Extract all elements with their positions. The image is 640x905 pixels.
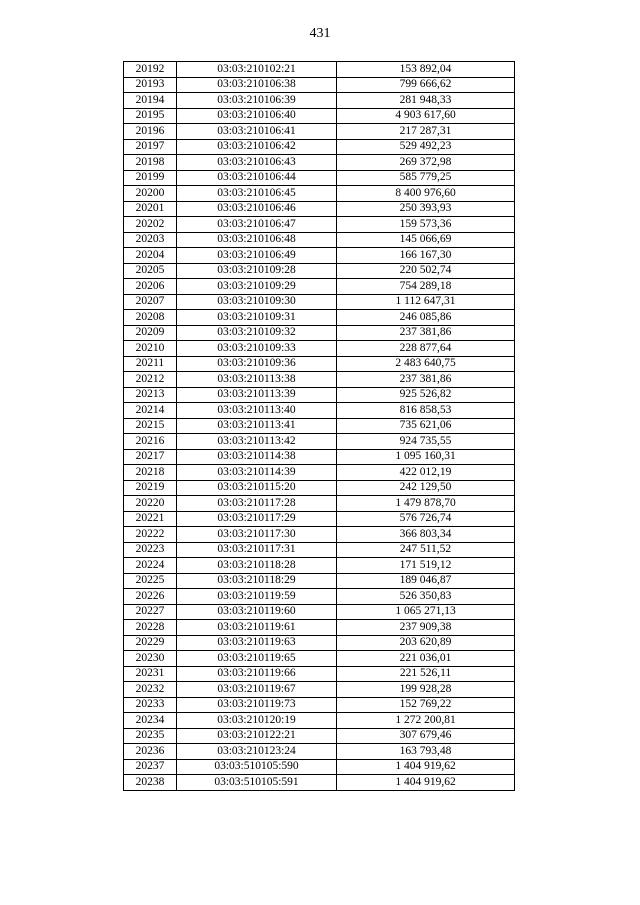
cadastral-number-cell: 03:03:210119:61: [177, 620, 337, 636]
cadastral-number-cell: 03:03:210120:19: [177, 713, 337, 729]
value-cell: 754 289,18: [337, 279, 515, 295]
cadastral-number-cell: 03:03:210102:21: [177, 62, 337, 78]
cadastral-number-cell: 03:03:210119:63: [177, 635, 337, 651]
table-row: [124, 279, 515, 295]
row-number-cell: 20233: [124, 697, 177, 713]
table-row: [124, 542, 515, 558]
value-cell: 159 573,36: [337, 217, 515, 233]
row-number-cell: 20211: [124, 356, 177, 372]
cadastral-number-cell: 03:03:210109:30: [177, 294, 337, 310]
cadastral-number-cell: 03:03:210114:38: [177, 449, 337, 465]
row-number-cell: 20196: [124, 124, 177, 140]
table-row: [124, 759, 515, 775]
cadastral-number-cell: 03:03:210109:32: [177, 325, 337, 341]
cadastral-number-cell: 03:03:210117:28: [177, 496, 337, 512]
row-number-cell: 20222: [124, 527, 177, 543]
cadastral-number-cell: 03:03:210106:48: [177, 232, 337, 248]
cadastral-number-cell: 03:03:210106:43: [177, 155, 337, 171]
table-row: [124, 682, 515, 698]
cadastral-number-cell: 03:03:210118:28: [177, 558, 337, 574]
value-cell: 152 769,22: [337, 697, 515, 713]
value-cell: 221 526,11: [337, 666, 515, 682]
value-cell: 585 779,25: [337, 170, 515, 186]
cadastral-number-cell: 03:03:210113:42: [177, 434, 337, 450]
cadastral-number-cell: 03:03:210106:39: [177, 93, 337, 109]
table-row: [124, 496, 515, 512]
table-row: [124, 341, 515, 357]
row-number-cell: 20224: [124, 558, 177, 574]
table-row: [124, 310, 515, 326]
table-row: [124, 356, 515, 372]
table-row: [124, 325, 515, 341]
value-cell: 1 065 271,13: [337, 604, 515, 620]
table-row: [124, 155, 515, 171]
row-number-cell: 20215: [124, 418, 177, 434]
value-cell: 163 793,48: [337, 744, 515, 760]
cadastral-number-cell: 03:03:210113:38: [177, 372, 337, 388]
value-cell: 422 012,19: [337, 465, 515, 481]
table-row: [124, 651, 515, 667]
row-number-cell: 20200: [124, 186, 177, 202]
row-number-cell: 20230: [124, 651, 177, 667]
cadastral-number-cell: 03:03:210106:38: [177, 77, 337, 93]
table-row: [124, 465, 515, 481]
value-cell: 307 679,46: [337, 728, 515, 744]
row-number-cell: 20237: [124, 759, 177, 775]
row-number-cell: 20213: [124, 387, 177, 403]
value-cell: 221 036,01: [337, 651, 515, 667]
value-cell: 145 066,69: [337, 232, 515, 248]
value-cell: 153 892,04: [337, 62, 515, 78]
value-cell: 237 909,38: [337, 620, 515, 636]
row-number-cell: 20234: [124, 713, 177, 729]
value-cell: 799 666,62: [337, 77, 515, 93]
value-cell: 220 502,74: [337, 263, 515, 279]
row-number-cell: 20212: [124, 372, 177, 388]
table-row: [124, 527, 515, 543]
table-row: [124, 372, 515, 388]
row-number-cell: 20209: [124, 325, 177, 341]
table-row: [124, 77, 515, 93]
cadastral-number-cell: 03:03:210115:20: [177, 480, 337, 496]
row-number-cell: 20217: [124, 449, 177, 465]
table-row: [124, 170, 515, 186]
cadastral-number-cell: 03:03:210119:73: [177, 697, 337, 713]
row-number-cell: 20220: [124, 496, 177, 512]
value-cell: 1 095 160,31: [337, 449, 515, 465]
row-number-cell: 20227: [124, 604, 177, 620]
table-row: [124, 589, 515, 605]
row-number-cell: 20202: [124, 217, 177, 233]
cadastral-number-cell: 03:03:210109:36: [177, 356, 337, 372]
value-cell: 526 350,83: [337, 589, 515, 605]
row-number-cell: 20216: [124, 434, 177, 450]
value-cell: 166 167,30: [337, 248, 515, 264]
cadastral-number-cell: 03:03:210109:31: [177, 310, 337, 326]
cadastral-number-cell: 03:03:510105:590: [177, 759, 337, 775]
value-cell: 203 620,89: [337, 635, 515, 651]
value-cell: 925 526,82: [337, 387, 515, 403]
cadastral-number-cell: 03:03:210106:45: [177, 186, 337, 202]
table-row: [124, 620, 515, 636]
cadastral-number-cell: 03:03:210106:46: [177, 201, 337, 217]
cadastral-number-cell: 03:03:210119:67: [177, 682, 337, 698]
page-number: 431: [309, 26, 331, 41]
value-cell: 8 400 976,60: [337, 186, 515, 202]
value-cell: 189 046,87: [337, 573, 515, 589]
row-number-cell: 20219: [124, 480, 177, 496]
row-number-cell: 20195: [124, 108, 177, 124]
row-number-cell: 20225: [124, 573, 177, 589]
table-row: [124, 124, 515, 140]
cadastral-number-cell: 03:03:510105:591: [177, 775, 337, 791]
cadastral-number-cell: 03:03:210113:40: [177, 403, 337, 419]
table-row: [124, 775, 515, 791]
value-cell: 246 085,86: [337, 310, 515, 326]
table-row: [124, 449, 515, 465]
table-row: [124, 108, 515, 124]
row-number-cell: 20210: [124, 341, 177, 357]
cadastral-number-cell: 03:03:210106:41: [177, 124, 337, 140]
value-cell: 1 272 200,81: [337, 713, 515, 729]
row-number-cell: 20194: [124, 93, 177, 109]
table-row: [124, 217, 515, 233]
table-row: [124, 666, 515, 682]
row-number-cell: 20229: [124, 635, 177, 651]
table-row: [124, 418, 515, 434]
value-cell: 237 381,86: [337, 372, 515, 388]
row-number-cell: 20218: [124, 465, 177, 481]
table-row: [124, 139, 515, 155]
cadastral-number-cell: 03:03:210118:29: [177, 573, 337, 589]
cadastral-number-cell: 03:03:210119:59: [177, 589, 337, 605]
value-cell: 1 404 919,62: [337, 775, 515, 791]
row-number-cell: 20197: [124, 139, 177, 155]
row-number-cell: 20192: [124, 62, 177, 78]
cadastral-number-cell: 03:03:210106:47: [177, 217, 337, 233]
row-number-cell: 20223: [124, 542, 177, 558]
row-number-cell: 20236: [124, 744, 177, 760]
cadastral-number-cell: 03:03:210122:21: [177, 728, 337, 744]
table-row: [124, 248, 515, 264]
cadastral-number-cell: 03:03:210114:39: [177, 465, 337, 481]
cadastral-number-cell: 03:03:210113:39: [177, 387, 337, 403]
row-number-cell: 20231: [124, 666, 177, 682]
table-row: [124, 480, 515, 496]
value-cell: 366 803,34: [337, 527, 515, 543]
table-row: [124, 635, 515, 651]
cadastral-number-cell: 03:03:210117:30: [177, 527, 337, 543]
value-cell: 217 287,31: [337, 124, 515, 140]
cadastral-number-cell: 03:03:210119:65: [177, 651, 337, 667]
row-number-cell: 20199: [124, 170, 177, 186]
table-row: [124, 294, 515, 310]
cadastral-number-cell: 03:03:210106:42: [177, 139, 337, 155]
row-number-cell: 20208: [124, 310, 177, 326]
cadastral-number-cell: 03:03:210119:60: [177, 604, 337, 620]
row-number-cell: 20226: [124, 589, 177, 605]
cadastral-number-cell: 03:03:210123:24: [177, 744, 337, 760]
table-row: [124, 93, 515, 109]
value-cell: 199 928,28: [337, 682, 515, 698]
value-cell: 816 858,53: [337, 403, 515, 419]
value-cell: 269 372,98: [337, 155, 515, 171]
table-row: [124, 263, 515, 279]
cadastral-number-cell: 03:03:210106:40: [177, 108, 337, 124]
table-row: [124, 697, 515, 713]
value-cell: 237 381,86: [337, 325, 515, 341]
row-number-cell: 20204: [124, 248, 177, 264]
table-row: [124, 186, 515, 202]
row-number-cell: 20214: [124, 403, 177, 419]
table-row: [124, 573, 515, 589]
row-number-cell: 20198: [124, 155, 177, 171]
cadastral-number-cell: 03:03:210113:41: [177, 418, 337, 434]
row-number-cell: 20203: [124, 232, 177, 248]
table-row: [124, 403, 515, 419]
row-number-cell: 20193: [124, 77, 177, 93]
value-cell: 4 903 617,60: [337, 108, 515, 124]
table-row: [124, 558, 515, 574]
table-row: [124, 387, 515, 403]
table-row: [124, 434, 515, 450]
cadastral-number-cell: 03:03:210106:49: [177, 248, 337, 264]
row-number-cell: 20207: [124, 294, 177, 310]
table-row: [124, 728, 515, 744]
row-number-cell: 20238: [124, 775, 177, 791]
value-cell: 171 519,12: [337, 558, 515, 574]
cadastral-number-cell: 03:03:210109:33: [177, 341, 337, 357]
value-cell: 1 479 878,70: [337, 496, 515, 512]
value-cell: 228 877,64: [337, 341, 515, 357]
table-row: [124, 511, 515, 527]
cadastral-number-cell: 03:03:210117:31: [177, 542, 337, 558]
value-cell: 281 948,33: [337, 93, 515, 109]
value-cell: 2 483 640,75: [337, 356, 515, 372]
row-number-cell: 20201: [124, 201, 177, 217]
value-cell: 1 112 647,31: [337, 294, 515, 310]
row-number-cell: 20206: [124, 279, 177, 295]
table-row: [124, 201, 515, 217]
table-row: [124, 604, 515, 620]
row-number-cell: 20232: [124, 682, 177, 698]
row-number-cell: 20235: [124, 728, 177, 744]
cadastral-number-cell: 03:03:210117:29: [177, 511, 337, 527]
table-row: [124, 232, 515, 248]
value-cell: 247 511,52: [337, 542, 515, 558]
value-cell: 576 726,74: [337, 511, 515, 527]
row-number-cell: 20205: [124, 263, 177, 279]
cadastral-value-table: [123, 61, 515, 791]
value-cell: 1 404 919,62: [337, 759, 515, 775]
value-cell: 924 735,55: [337, 434, 515, 450]
cadastral-number-cell: 03:03:210106:44: [177, 170, 337, 186]
table-row: [124, 62, 515, 78]
table-row: [124, 713, 515, 729]
value-cell: 242 129,50: [337, 480, 515, 496]
table-row: [124, 744, 515, 760]
value-cell: 529 492,23: [337, 139, 515, 155]
row-number-cell: 20228: [124, 620, 177, 636]
cadastral-number-cell: 03:03:210119:66: [177, 666, 337, 682]
row-number-cell: 20221: [124, 511, 177, 527]
cadastral-number-cell: 03:03:210109:29: [177, 279, 337, 295]
value-cell: 250 393,93: [337, 201, 515, 217]
cadastral-number-cell: 03:03:210109:28: [177, 263, 337, 279]
table-body: [124, 62, 515, 791]
value-cell: 735 621,06: [337, 418, 515, 434]
